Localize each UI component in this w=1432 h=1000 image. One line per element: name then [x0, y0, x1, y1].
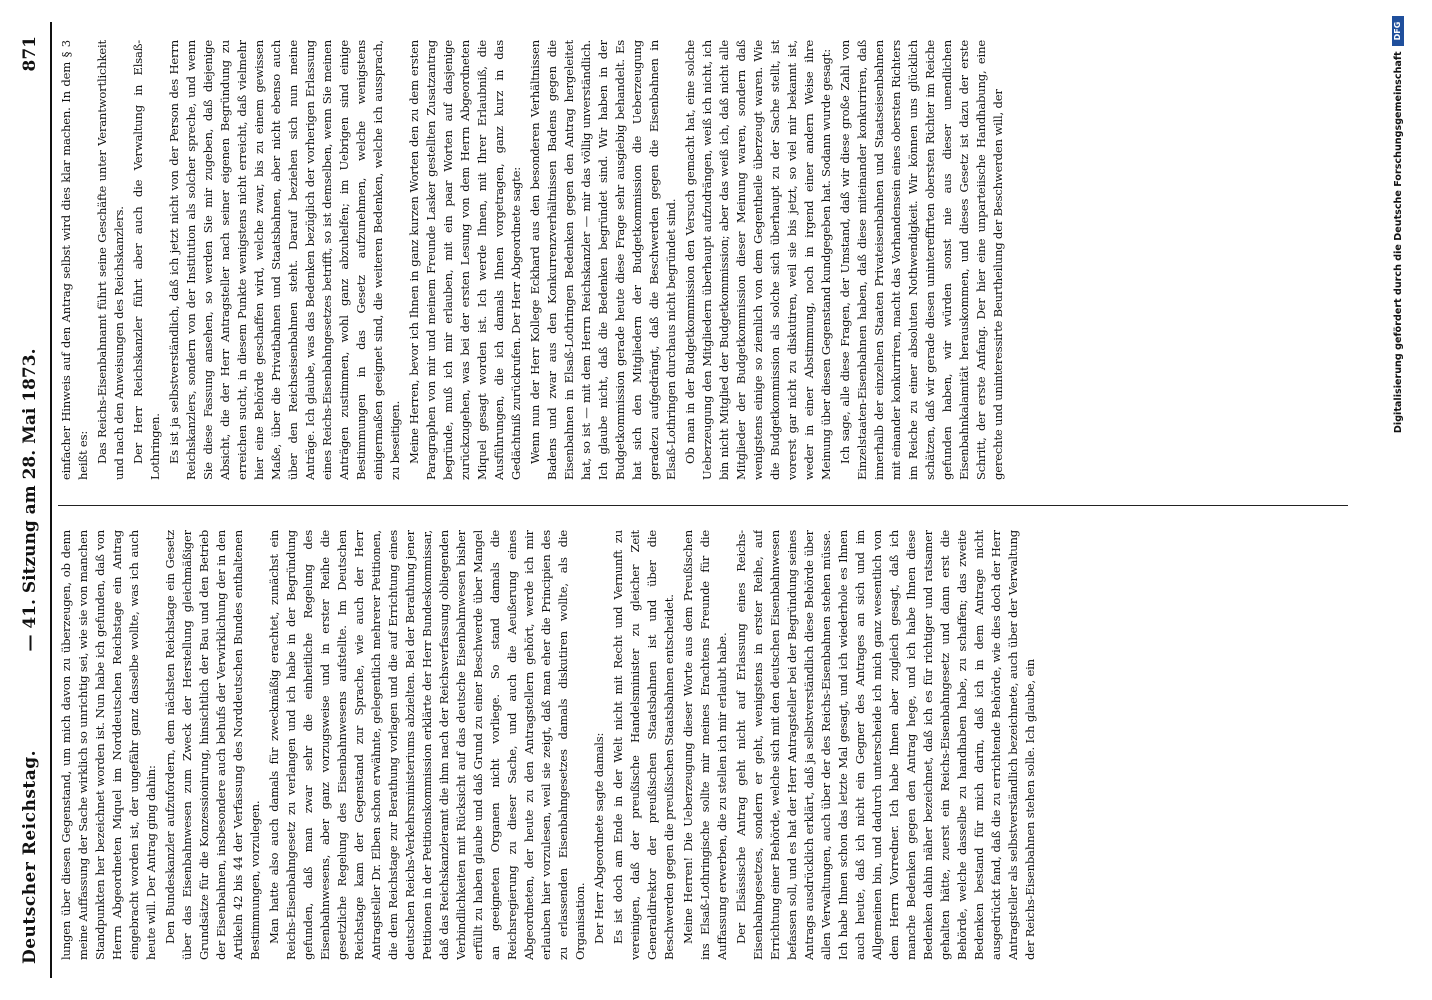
column-divider: [58, 505, 1348, 506]
paragraph: lungen über diesen Gegenstand, um mich davon zu überzeugen, ob denn meine Auffassung der Sache wirklich so unrichtig sei, wie sie von manchen Standpunkten her bezeichnet worden ist. Nun habe ich gefunden, daß von Herrn Abgeordneten Miquel im Norddeutschen Reichstage ein Antrag eingebracht worden ist, der ungefähr ganz dasselbe wollte, was ich auch heute will. Der Antrag ging dahin:: [59, 530, 158, 960]
paragraph: Der Herr Reichskanzler führt aber auch die Verwaltung in Elsaß-Lothringen.: [131, 40, 162, 480]
dfg-logo: DFG: [1392, 16, 1404, 46]
paragraph: Der Herr Abgeordnete sagte damals:: [592, 732, 606, 944]
header-session-date: — 41. Sitzung am 28. Mai 1873.: [20, 348, 40, 652]
paragraph: Den Bundeskanzler aufzufordern, dem nächsten Reichstage ein Gesetz über das Eisenbahnwesen zum Zweck der Herstellung gleichmäßiger Grundsätze für die Konzessionirung, hinsichtlich der Bau und den Betrieb der Eisenbahnen, insbesondere auch behufs der Verwirklichung der in den Artikeln 42 bis 44 der Verfassung des Norddeutschen Bundes enthaltenen Bestimmungen, vorzulegen.: [163, 530, 262, 960]
text-column-right: [58, 40, 1368, 480]
header-publication-title: Deutscher Reichstag.: [20, 749, 40, 964]
running-header: [6, 22, 50, 978]
paragraph: Meine Herren, bevor ich Ihnen in ganz kurzen Worten den zu dem ersten Paragraphen von mir und meinem Freunde Lasker gestellten Zusatzantrag begründe, muß ich mir erlauben, mit ein paar Worten auf dasjenige zurückzugehen, was bei der ersten Lesung von dem Herrn Abgeordneten Miquel gesagt worden ist. Ich werde Ihnen, mit Ihrer Erlaubniß, die Ausführungen, die ich damals Ihnen vorgetragen, ganz kurz in das Gedächtniß zurückrufen. Der Herr Abgeordnete sagte:: [407, 40, 523, 480]
digitization-credit: [1392, 0, 1404, 1000]
paragraph: Es ist doch am Ende in der Welt nicht mit Recht und Vernunft zu vereinigen, daß der preußische Handelsminister zu gleicher Zeit Generaldirektor der preußischen Staatsbahnen ist und über die Beschwerden gegen die preußischen Staatsbahnen entscheidet.: [611, 530, 676, 960]
credit-text: Digitalisierung gefördert durch die Deutsche Forschungsgemeinschaft: [1393, 51, 1404, 434]
paragraph: Das Reichs-Eisenbahnamt führt seine Geschäfte unter Verantwortlichkeit und nach den Anweisungen des Reichskanzlers.: [95, 40, 126, 480]
text-column-left: [58, 530, 1368, 960]
paragraph: Ich sage, alle diese Fragen, der Umstand, daß wir diese große Zahl von Einzelstaaten-Eisenbahnen haben, daß diese miteinander konkurriren, daß innerhalb der einzelnen Staaten Privateisenbahnen und Staatseisenbahnen mit einander konkurriren, macht das Vorhandensein eines obersten Richters im Reiche zu einer absoluten Nothwendigkeit. Wir können uns glücklich schätzen, daß wir gerade diesen unintereffirten obersten Richter im Reiche gefunden haben, wir würden sonst nie aus dieser unendlichen Eisenbahnkalamität herauskommen, und dieses Gesetz ist dazu der erste Schritt, der erste Anfang. Der hier eine unparteiische Handhabung, eine gerechte und uninteressirte Beurtheilung der Beschwerden will, der: [838, 40, 1005, 480]
paragraph: Wenn nun der Herr Kollege Eckhard aus den besonderen Verhältnissen Badens und zwar aus den Konkurrenzverhältnissen Badens gegen die Eisenbahnen in Elsaß-Lothringen Bedenken gegen den Antrag hergeleitet hat, so ist — mit dem Herrn Reichskanzler — mir das völlig unverständlich. Ich glaube nicht, daß die Bedenken begründet sind. Wir haben in der Budgetkommission gerade heute diese Frage sehr ausgiebig behandelt. Es hat sich den Mitgliedern der Budgetkommission die Ueberzeugung geradezu aufgedrängt, daß die Beschwerden gegen die Eisenbahnen in Elsaß-Lothringen durchaus nicht begründet sind.: [528, 40, 678, 480]
paragraph: Es ist ja selbstverständlich, daß ich jetzt nicht von der Person des Herrn Reichskanzlers, sondern von der Institution als solcher spreche, und wenn Sie diese Fassung ansehen, so werden Sie mir zugeben, daß diejenige Absicht, die der Herr Antragsteller nach seiner eigenen Begründung zu erreichen sucht, in diesem Punkte wenigstens nicht erreicht, daß vielmehr hier eine Behörde geschaffen wird, welche zwar, bis zu einem gewissen Maße, über die Privatbahnen und Staatsbahnen, aber nicht ebenso auch über den Reichseisenbahnen steht. Darauf beziehen sich nun meine Anträge. Ich glaube, was das Bedenken bezüglich der vorherigen Erlassung eines Reichs-Eisenbahngesetzes betrifft, so ist demselben, wenn Sie meinen Anträgen zustimmen, wohl ganz abzuhelfen; im Uebrigen sind einige Bestimmungen in das Gesetz aufzunehmen, welche wenigstens einigermaßen geeignet sind, die weiteren Bedenken, welche ich aussprach, zu beseitigen.: [167, 40, 402, 480]
paragraph: Man hatte also auch damals für zweckmäßig erachtet, zunächst ein Reichs-Eisenbahngesetz zu verlangen und ich habe in der Begründung gefunden, daß man zwar sehr die einheitliche Regelung des Eisenbahnwesens, aber ganz vorzugsweise und in erster Reihe die gesetzliche Regelung des Eisenbahnwesens aufstellte. Im Deutschen Reichstage kam der Gegenstand zur Sprache, wie auch der Herr Antragsteller Dr. Elben schon erwähnte, gelegentlich mehrerer Petitionen, die dem Reichstage zur Berathung vorlagen und die auf Errichtung eines deutschen Reichs-Verkehrsministeriums abzielten. Bei der Berathung jener Petitionen in der Petitionskommission erklärte der Herr Bundeskommissar, daß das Reichskanzleramt die ihm nach der Reichsverfassung obliegenden Verbindlichkeiten mit Rücksicht auf das deutsche Eisenbahnwesen bisher erfüllt zu haben glaube und daß Grund zu einer Beschwerde über Mangel an geeigneten Organen nicht vorliege. So stand damals die Reichsregierung zu dieser Sache, und auch die Aeußerung eines Abgeordneten, der heute zu den Antragstellern gehört, werde ich mir erlauben hier vorzulesen, weil sie zeigt, daß man eher die Principien des zu erlassenden Eisenbahngesetzes damals diskutiren wollte, als die Organisation.: [267, 530, 587, 960]
paragraph: Der Elsässische Antrag geht nicht auf Erlassung eines Reichs-Eisenbahngesetzes, sondern er geht, wenigstens in erster Reihe, auf Errichtung einer Behörde, welche sich mit den deutschen Eisenbahnwesen befassen soll, und es hat der Herr Antragsteller bei der Begründung seines Antrags ausdrücklich erklärt, daß ja selbstverständlich diese Behörde über allen Verwaltungen, auch über der des Reichs-Eisenbahnen stehen müsse. Ich habe Ihnen schon das letzte Mal gesagt, und ich wiederhole es Ihnen auch heute, daß ich nicht ein Gegner des Antrages an sich und im Allgemeinen bin, und dadurch unterscheide ich mich ganz wesentlich von dem Herrn Vorredner. Ich habe Ihnen aber zugleich gesagt, daß ich manche Bedenken gegen den Antrag hege, und ich habe Ihnen diese Bedenken dahin näher bezeichnet, daß ich es für richtiger und ratsamer gehalten hätte, zuerst ein Reichs-Eisenbahngesetz und dann erst die Behörde, welche dasselbe zu handhaben habe, zu schaffen; das zweite Bedenken bestand für mich darin, daß ich in dem Antrage nicht ausgedrückt fand, daß die zu errichtende Behörde, wie dies doch der Herr Antragsteller als selbstverständlich bezeichnete, auch über der Verwaltung der Reichs-Eisenbahnen stehen solle. Ich glaube, ein: [734, 530, 1037, 960]
header-page-number: 871: [20, 36, 40, 72]
paragraph: Meine Herren! Die Ueberzeugung dieser Worte aus dem Preußischen ins Elsaß-Lothringische sollte mir meines Erachtens Freunde für die Auffassung erwerben, die zu stellen ich mir erlaubt habe.: [681, 530, 729, 960]
paragraph: einfacher Hinweis auf den Antrag selbst wird dies klar machen. In dem § 3 heißt es:: [59, 40, 90, 480]
paragraph: Ob man in der Budgetkommission den Versuch gemacht hat, eine solche Ueberzeugung den Mitgliedern überhaupt aufzudrängen, weiß ich nicht, ich bin nicht Mitglied der Budgetkommission; aber das weiß ich, daß nicht alle Mitglieder der Budgetkommission dieser Meinung waren, sondern daß wenigstens einige so ziemlich von dem Gegentheile überzeugt waren. Wie die Budgetkommission als solche sich überhaupt zu der Sache stellt, ist vorerst gar nicht zu diskutiren, weil sie bis jetzt, so viel mir bekannt ist, weder in einer Abstimmung, noch in irgend einer andern Weise ihre Meinung über diesen Gegenstand kundgegeben hat. Sodann wurde gesagt:: [683, 40, 833, 480]
header-rule: [50, 22, 52, 978]
